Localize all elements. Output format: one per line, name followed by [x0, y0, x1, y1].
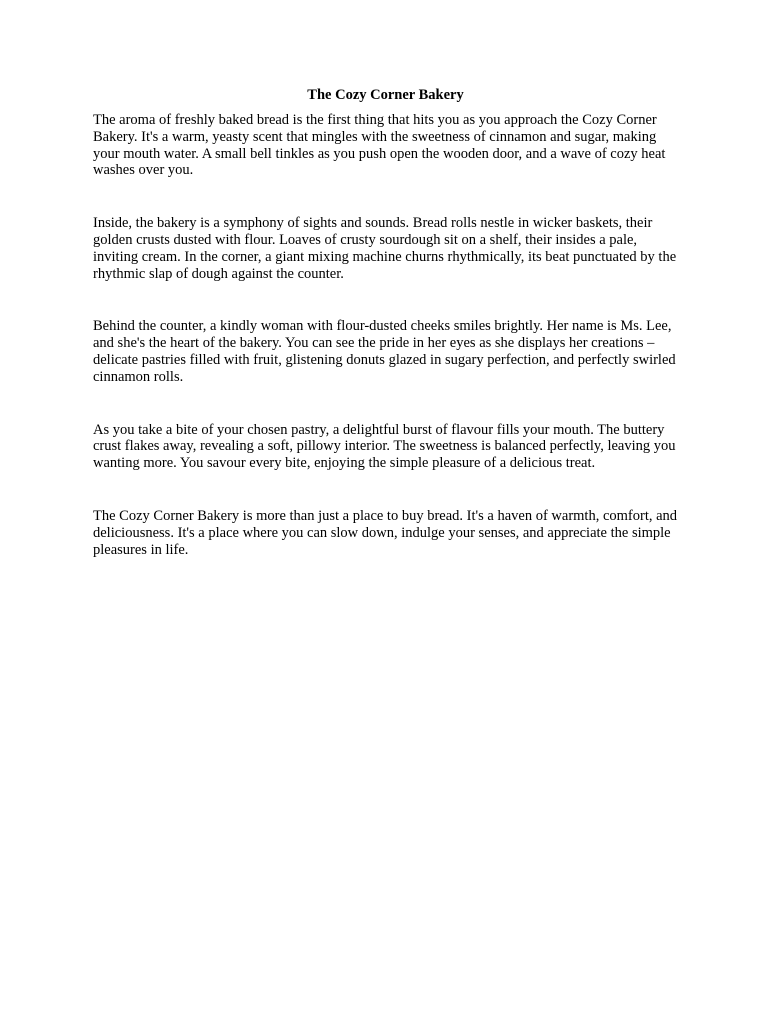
paragraph-2: Inside, the bakery is a symphony of sights and sounds. Bread rolls nestle in wicker baskets, their golden crusts dusted with flour. Loaves of crusty sourdough sit on a shelf, their insides a pale, inviting cream. In the corner, a giant mixing machine churns rhythmically, its beat punctuated by the rhythmic slap of dough against the counter.	[93, 215, 677, 282]
paragraph-1: The aroma of freshly baked bread is the first thing that hits you as you approach the Cozy Corner Bakery. It's a warm, yeasty scent that mingles with the sweetness of cinnamon and sugar, making your mouth water. A small bell tinkles as you push open the wooden door, and a wave of cozy heat washes over you.	[93, 112, 666, 179]
paragraph-5: The Cozy Corner Bakery is more than just a place to buy bread. It's a haven of warmth, comfort, and deliciousness. It's a place where you can slow down, indulge your senses, and appreciate the simple pleasures in life.	[93, 507, 678, 558]
document-page	[93, 86, 678, 594]
paragraph-3: Behind the counter, a kindly woman with flour-dusted cheeks smiles brightly. Her name is Ms. Lee, and she's the heart of the bakery. You can see the pride in her eyes as she displays her creations – delicate pastries filled with fruit, glistening donuts glazed in sugary perfection, and perfectly swirled cinnamon rolls.	[93, 318, 676, 385]
document-title: The Cozy Corner Bakery	[307, 87, 464, 103]
paragraph-4: As you take a bite of your chosen pastry, a delightful burst of flavour fills your mouth. The buttery crust flakes away, revealing a soft, pillowy interior. The sweetness is balanced perfectly, leaving you wanting more. You savour every bite, enjoying the simple pleasure of a delicious treat.	[93, 421, 676, 472]
